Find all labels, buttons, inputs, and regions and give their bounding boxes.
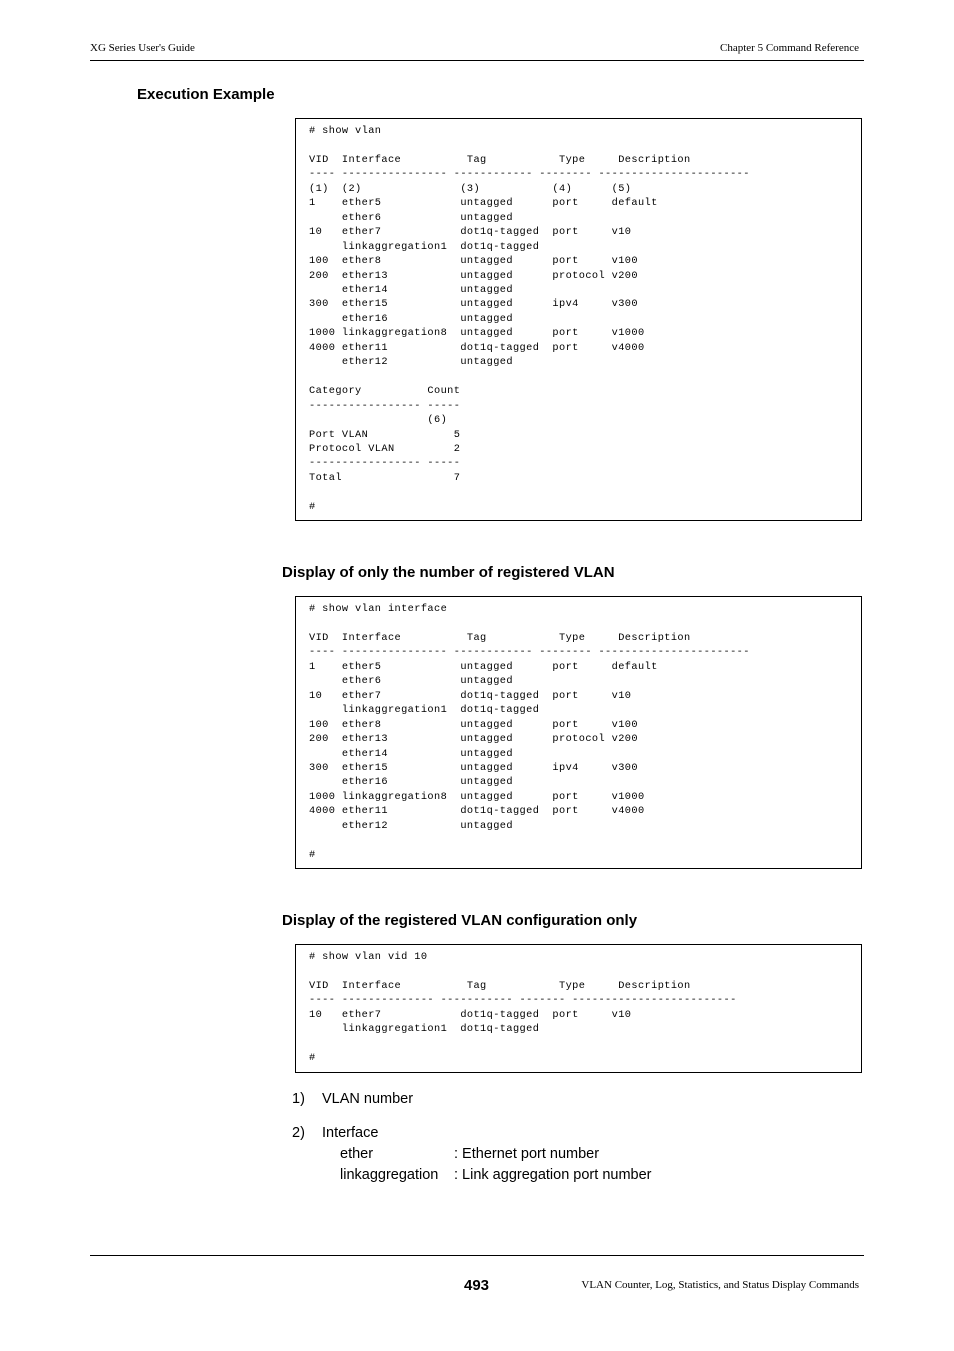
code-text: # show vlan VID Interface Tag Type Description ---- ---------------- ------------ -------- ----------------------- (1) (2) (3) (4) (5) 1 ether5 untagged port default ether6 untagged 10 ether7 dot1q-tagged port v10 linkaggregation1 dot1q-tagged 100 ether8 untagged port v100 200 ether13 untagged protocol v200 ether14 untagged 300 ether15 untagged ipv4 v300 ether16 untagged 1000 linkaggregation8 untagged port v1000 4000 ether11 dot1q-tagged port v4000 ether12 untagged Category Count ----------------- ----- (6) Port VLAN 5 Protocol VLAN 2 ----------------- ----- Total 7 # [309, 125, 750, 513]
footer-section-title: VLAN Counter, Log, Statistics, and Status Display Commands [581, 1279, 859, 1291]
note-number: 1) [292, 1091, 305, 1107]
note-text: VLAN number [322, 1091, 414, 1107]
header-guide-title: XG Series User's Guide [90, 42, 195, 54]
footer-rule [90, 1255, 864, 1256]
subitem-description: : Link aggregation port number [454, 1167, 652, 1183]
code-text: # show vlan interface VID Interface Tag Type Description ---- ---------------- ------------ -------- ----------------------- 1 ether5 untagged port default ether6 untagged 10 ether7 dot1q-tagged port v10 linkaggregation1 dot1q-tagged 100 ether8 untagged port v100 200 ether13 untagged protocol v200 ether14 untagged 300 ether15 untagged ipv4 v300 ether16 untagged 1000 linkaggregation8 untagged port v1000 4000 ether11 dot1q-tagged port v4000 ether12 untagged # [309, 603, 750, 861]
header-chapter-title: Chapter 5 Command Reference [720, 42, 859, 54]
section-title-vlan-count: Display of only the number of registered VLAN [282, 564, 615, 581]
section-title-vlan-config: Display of the registered VLAN configuration only [282, 912, 638, 929]
code-text: # show vlan vid 10 VID Interface Tag Type Description ---- -------------- ----------- ------- ------------------------- 10 ether7 dot1q-tagged port v10 linkaggregation1 dot1q-tagged # [309, 951, 737, 1065]
header-rule [90, 60, 864, 61]
subitem-description: : Ethernet port number [454, 1146, 600, 1162]
page-number: 493 [464, 1277, 490, 1294]
code-block-show-vlan-interface [295, 596, 862, 869]
section-title-execution-example: Execution Example [137, 86, 275, 103]
subitem-term: linkaggregation [340, 1167, 439, 1183]
note-number: 2) [292, 1125, 305, 1141]
code-block-show-vlan [295, 118, 862, 521]
code-block-show-vlan-vid [295, 944, 862, 1073]
note-text: Interface [322, 1125, 379, 1141]
subitem-term: ether [340, 1146, 374, 1162]
